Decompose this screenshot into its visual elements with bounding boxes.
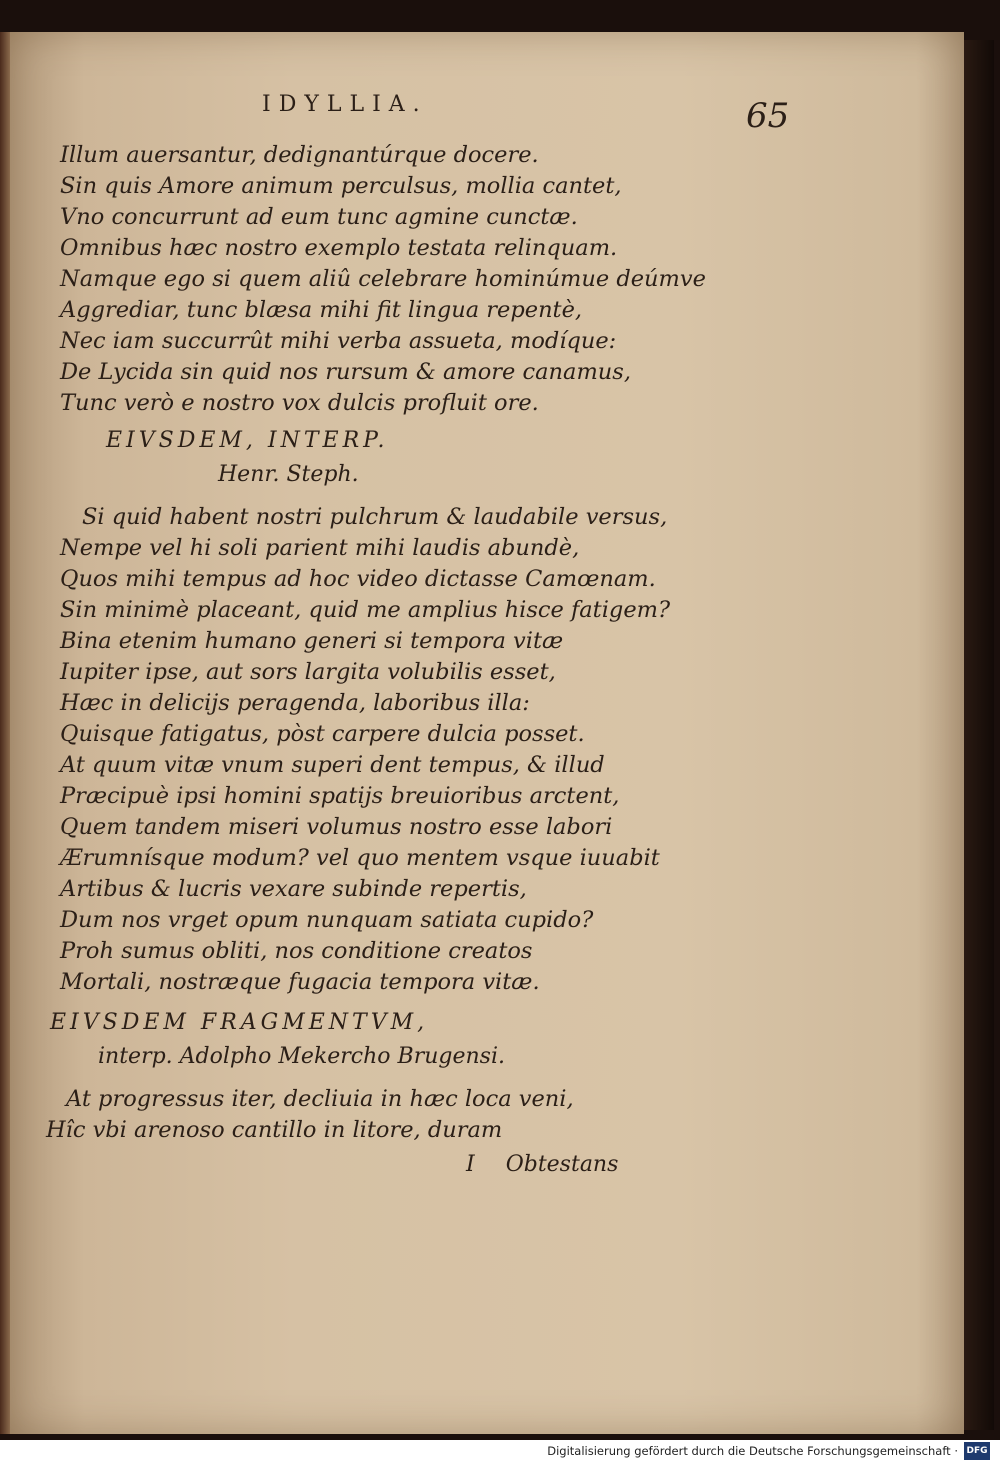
section-heading: EIVSDEM, INTERP. <box>106 428 389 453</box>
funding-notice: Digitalisierung gefördert durch die Deutsche Forschungsgemeinschaft · <box>547 1444 958 1458</box>
verse-line: Bina etenim humano generi si tempora vitæ <box>60 628 564 654</box>
verse-line: Proh sumus obliti, nos conditione creatos <box>60 938 533 964</box>
verse-line: Aggrediar, tunc blæsa mihi fit lingua repentè, <box>60 297 583 323</box>
verse-line: At quum vitæ vnum superi dent tempus, & illud <box>60 752 605 778</box>
verse-line: Sin minimè placeant, quid me amplius hisce fatigem? <box>60 597 671 623</box>
verse-line: Namque ego si quem aliû celebrare hominúmue deúmve <box>60 266 706 292</box>
verse-line: Iupiter ipse, aut sors largita volubilis esset, <box>60 659 556 685</box>
verse-line: Dum nos vrget opum nunquam satiata cupido? <box>60 907 594 933</box>
verse-line: Vno concurrunt ad eum tunc agmine cunctæ. <box>60 204 578 230</box>
footer-bar <box>0 1440 1000 1467</box>
page-number: 65 <box>746 96 790 136</box>
catchword: Obtestans <box>505 1152 619 1177</box>
page-gutter <box>0 32 10 1434</box>
verse-line: Tunc verò e nostro vox dulcis profluit ore. <box>60 390 539 416</box>
section-heading: EIVSDEM FRAGMENTVM, <box>50 1010 429 1035</box>
catchword-line <box>466 1152 618 1177</box>
verse-line: De Lycida sin quid nos rursum & amore canamus, <box>60 359 631 385</box>
running-head: IDYLLIA. <box>262 92 428 117</box>
verse-line: Mortali, nostræque fugacia tempora vitæ. <box>60 969 540 995</box>
signature-mark: I <box>466 1152 475 1177</box>
verse-line: Nempe vel hi soli parient mihi laudis abundè, <box>60 535 580 561</box>
verse-line: Præcipuè ipsi homini spatijs breuioribus arctent, <box>60 783 620 809</box>
page-fore-edge <box>964 40 994 1430</box>
section-subheading: Henr. Steph. <box>218 462 359 487</box>
verse-line: Quem tandem miseri volumus nostro esse labori <box>60 814 613 840</box>
verse-line: Sin quis Amore animum perculsus, mollia cantet, <box>60 173 622 199</box>
verse-line: Artibus & lucris vexare subinde repertis, <box>60 876 527 902</box>
verse-line: Omnibus hæc nostro exemplo testata relinquam. <box>60 235 618 261</box>
verse-line: Hîc vbi arenoso cantillo in litore, duram <box>46 1117 503 1143</box>
dfg-logo-icon: DFG <box>964 1442 990 1460</box>
verse-line: Quisque fatigatus, pòst carpere dulcia posset. <box>60 721 585 747</box>
verse-line: At progressus iter, decliuia in hæc loca veni, <box>66 1086 574 1112</box>
verse-line: Quos mihi tempus ad hoc video dictasse Camœnam. <box>60 566 656 592</box>
verse-line: Nec iam succurrût mihi verba assueta, modíque: <box>60 328 617 354</box>
verse-line: Hæc in delicijs peragenda, laboribus illa: <box>60 690 530 716</box>
verse-line: Si quid habent nostri pulchrum & laudabile versus, <box>82 504 668 530</box>
section-subheading: interp. Adolpho Mekercho Brugensi. <box>98 1044 505 1069</box>
verse-line: Ærumnísque modum? vel quo mentem vsque iuuabit <box>60 845 660 871</box>
verse-line: Illum auersantur, dedignantúrque docere. <box>60 142 539 168</box>
